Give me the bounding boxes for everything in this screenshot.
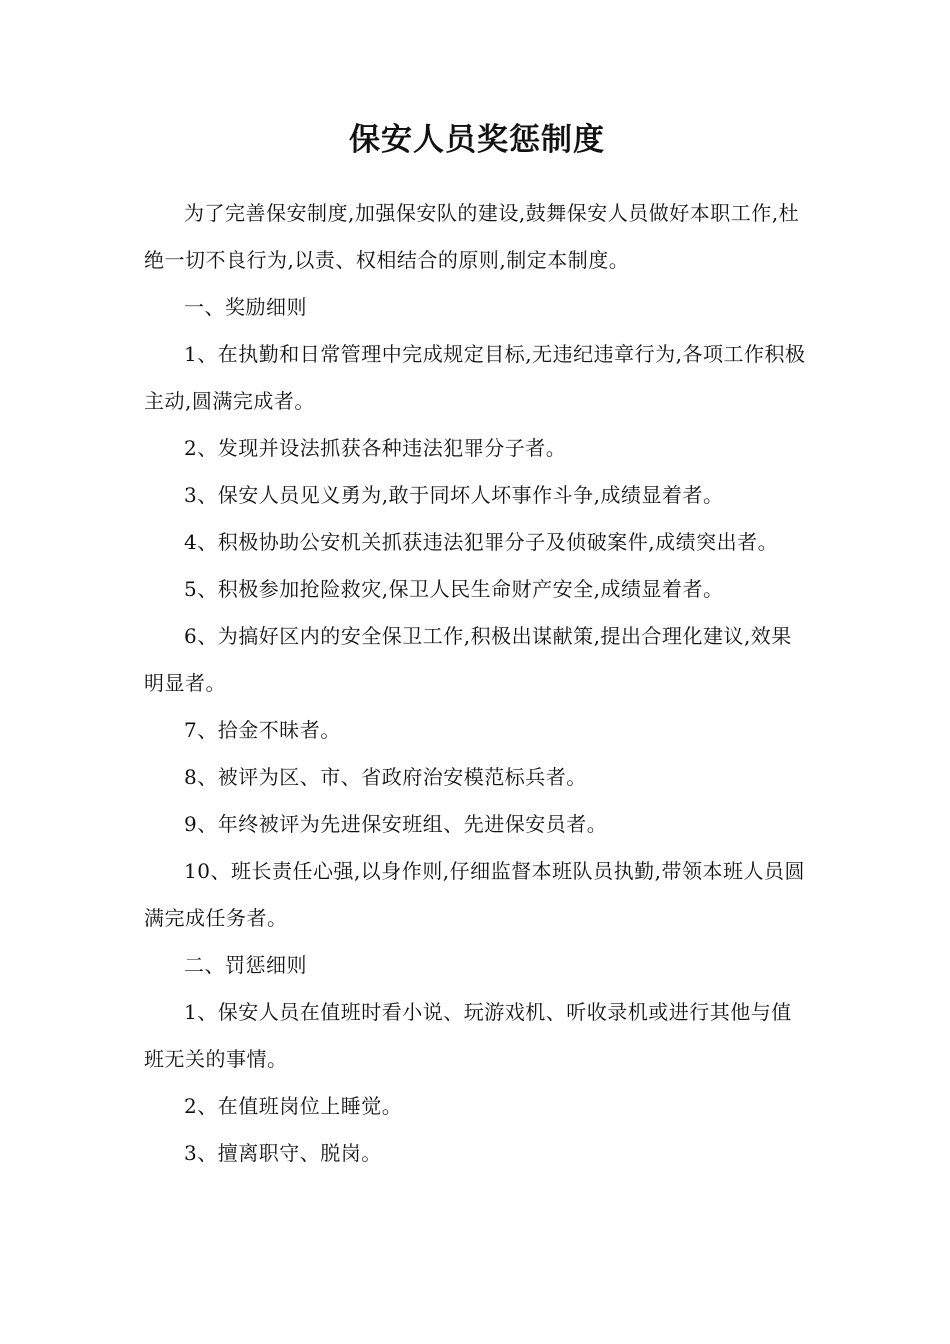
reward-item-10: 10、班长责任心强,以身作则,仔细监督本班队员执勤,带领本班人员圆满完成任务者。 bbox=[144, 859, 806, 930]
reward-item-9: 9、年终被评为先进保安班组、先进保安员者。 bbox=[184, 812, 608, 836]
section-heading-penalties: 二、罚惩细则 bbox=[184, 953, 307, 977]
penalty-item-2: 2、在值班岗位上睡觉。 bbox=[184, 1094, 403, 1118]
reward-item-4: 4、积极协助公安机关抓获违法犯罪分子及侦破案件,成绩突出者。 bbox=[184, 530, 779, 554]
reward-item-7: 7、拾金不昧者。 bbox=[184, 718, 341, 742]
reward-item-1: 1、在执勤和日常管理中完成规定目标,无违纪违章行为,各项工作积极主动,圆满完成者。 bbox=[144, 342, 806, 413]
reward-item-2: 2、发现并设法抓获各种违法犯罪分子者。 bbox=[184, 436, 567, 460]
penalty-item-3: 3、擅离职守、脱岗。 bbox=[184, 1141, 382, 1165]
reward-item-3: 3、保安人员见义勇为,敢于同坏人坏事作斗争,成绩显着者。 bbox=[184, 483, 724, 507]
intro-paragraph: 为了完善保安制度,加强保安队的建设,鼓舞保安人员做好本职工作,杜绝一切不良行为,以责、权相结合的原则,制定本制度。 bbox=[144, 201, 800, 272]
reward-item-8: 8、被评为区、市、省政府治安模范标兵者。 bbox=[184, 765, 587, 789]
section-heading-rewards: 一、奖励细则 bbox=[184, 295, 307, 319]
reward-item-6: 6、为搞好区内的安全保卫工作,积极出谋献策,提出合理化建议,效果明显者。 bbox=[144, 624, 792, 695]
document-title: 保安人员奖惩制度 bbox=[349, 122, 605, 158]
penalty-item-1: 1、保安人员在值班时看小说、玩游戏机、听收录机或进行其他与值班无关的事情。 bbox=[144, 1000, 792, 1071]
reward-item-5: 5、积极参加抢险救灾,保卫人民生命财产安全,成绩显着者。 bbox=[184, 577, 724, 601]
